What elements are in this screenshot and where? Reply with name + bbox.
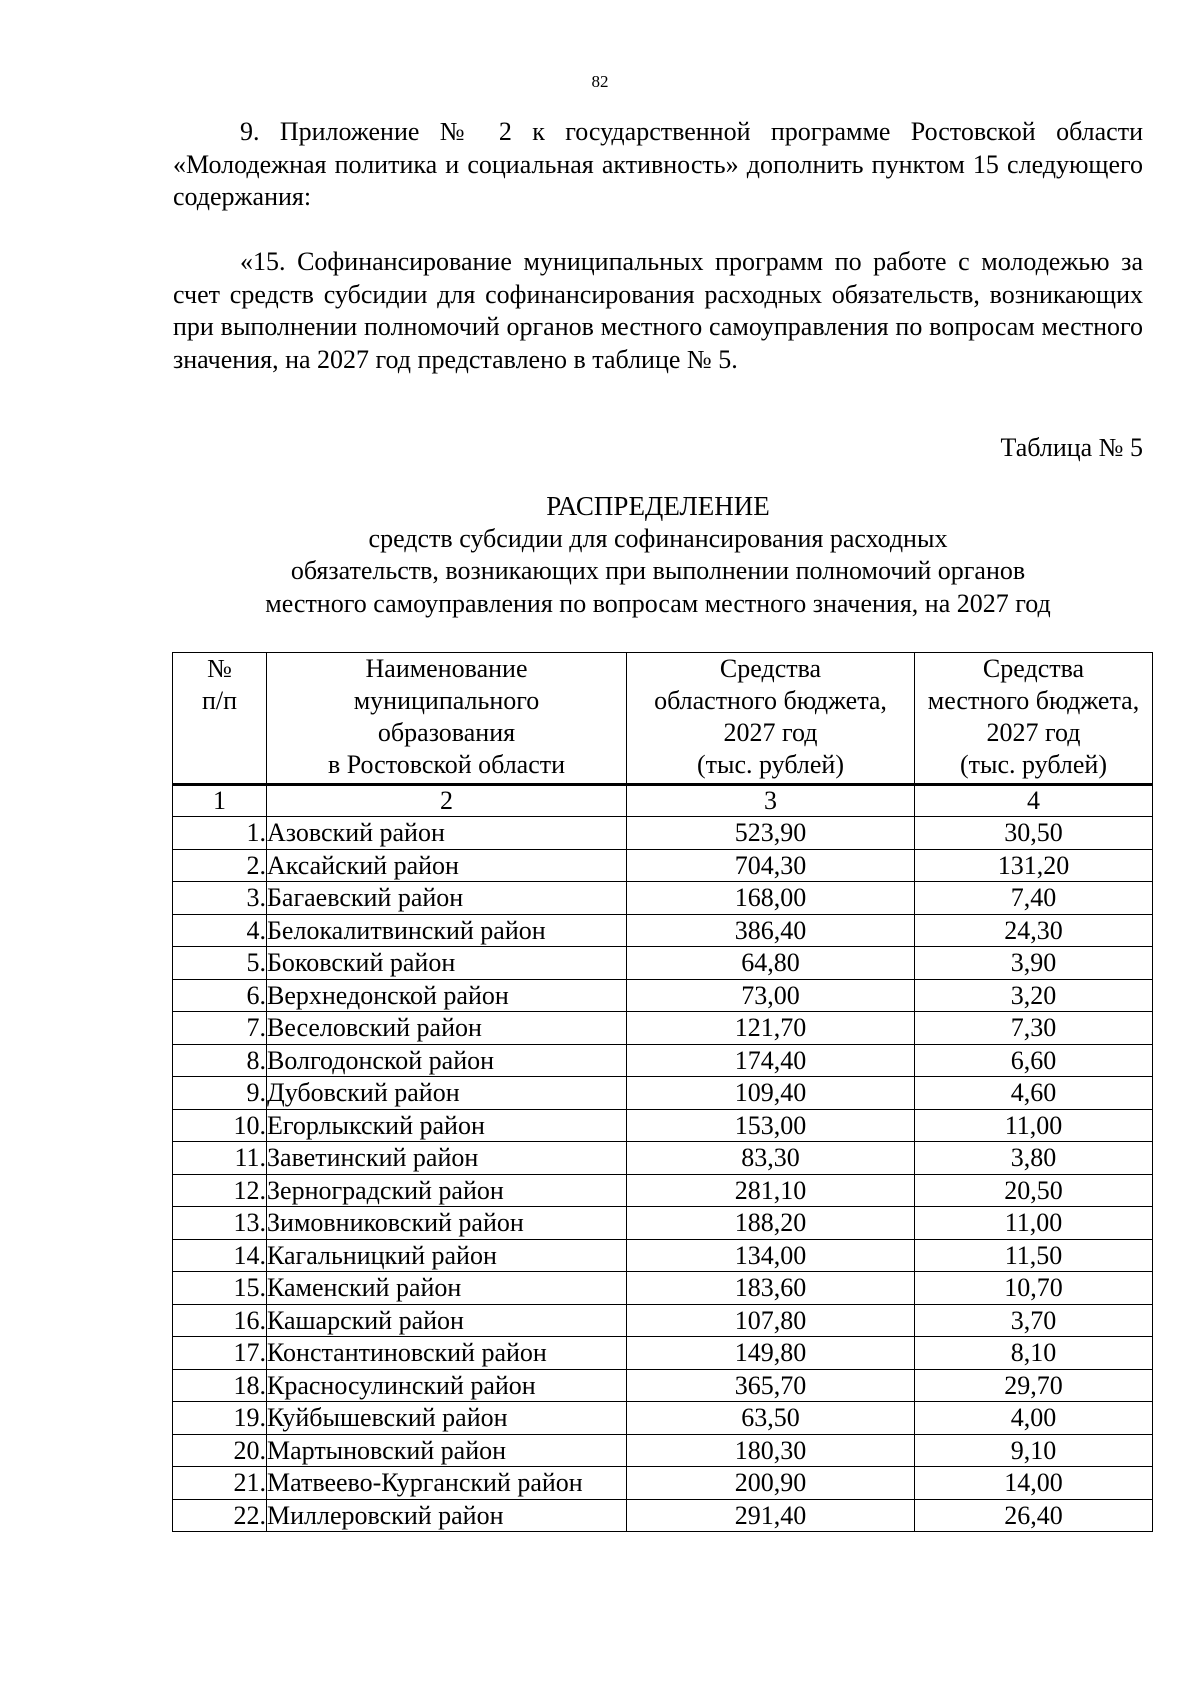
header-regional-budget <box>627 653 915 785</box>
local-budget-value: 11,00 <box>915 1207 1153 1240</box>
header-line: 2027 год <box>986 718 1081 747</box>
local-budget-value: 9,10 <box>915 1434 1153 1467</box>
local-budget-value: 4,00 <box>915 1402 1153 1435</box>
title-heading: РАСПРЕДЕЛЕНИЕ <box>546 491 770 521</box>
regional-budget-value: 109,40 <box>627 1077 915 1110</box>
row-number: 1. <box>173 817 267 850</box>
regional-budget-value: 180,30 <box>627 1434 915 1467</box>
municipality-name: Кагальницкий район <box>267 1239 627 1272</box>
table-row <box>173 1369 1153 1402</box>
local-budget-value: 3,90 <box>915 947 1153 980</box>
table-row <box>173 849 1153 882</box>
page-number: 82 <box>591 72 609 91</box>
regional-budget-value: 63,50 <box>627 1402 915 1435</box>
municipality-name: Азовский район <box>267 817 627 850</box>
title-line-1: средств субсидии для софинансирования расходных <box>368 523 948 553</box>
regional-budget-value: 704,30 <box>627 849 915 882</box>
row-number: 21. <box>173 1467 267 1500</box>
table-row <box>173 979 1153 1012</box>
table-row <box>173 1044 1153 1077</box>
municipality-name: Аксайский район <box>267 849 627 882</box>
table-row <box>173 1402 1153 1435</box>
regional-budget-value: 168,00 <box>627 882 915 915</box>
municipality-name: Веселовский район <box>267 1012 627 1045</box>
regional-budget-value: 386,40 <box>627 914 915 947</box>
local-budget-value: 131,20 <box>915 849 1153 882</box>
local-budget-value: 8,10 <box>915 1337 1153 1370</box>
municipality-name: Заветинский район <box>267 1142 627 1175</box>
table-row <box>173 1012 1153 1045</box>
header-line: в Ростовской области <box>327 750 566 779</box>
local-budget-value: 30,50 <box>915 817 1153 850</box>
table-title <box>173 490 1143 620</box>
table-row <box>173 1174 1153 1207</box>
local-budget-value: 11,50 <box>915 1239 1153 1272</box>
regional-budget-value: 200,90 <box>627 1467 915 1500</box>
regional-budget-value: 107,80 <box>627 1304 915 1337</box>
title-line-3: местного самоуправления по вопросам местного значения, на 2027 год <box>265 588 1051 618</box>
municipality-name: Миллеровский район <box>267 1499 627 1532</box>
regional-budget-value: 291,40 <box>627 1499 915 1532</box>
header-line: образования <box>377 718 516 747</box>
row-number: 18. <box>173 1369 267 1402</box>
local-budget-value: 26,40 <box>915 1499 1153 1532</box>
row-number: 15. <box>173 1272 267 1305</box>
regional-budget-value: 174,40 <box>627 1044 915 1077</box>
regional-budget-value: 183,60 <box>627 1272 915 1305</box>
local-budget-value: 3,80 <box>915 1142 1153 1175</box>
row-number: 6. <box>173 979 267 1012</box>
municipality-name: Куйбышевский район <box>267 1402 627 1435</box>
municipality-name: Багаевский район <box>267 882 627 915</box>
row-number: 4. <box>173 914 267 947</box>
row-number: 12. <box>173 1174 267 1207</box>
header-line: Средства <box>719 654 822 683</box>
header-local-budget <box>915 653 1153 785</box>
regional-budget-value: 121,70 <box>627 1012 915 1045</box>
municipality-name: Матвеево-Курганский район <box>267 1467 627 1500</box>
header-line: областного бюджета, <box>654 686 887 715</box>
row-number: 7. <box>173 1012 267 1045</box>
municipality-name: Боковский район <box>267 947 627 980</box>
table-row <box>173 1239 1153 1272</box>
header-row <box>173 653 1153 785</box>
column-number: 1 <box>173 785 267 817</box>
table-row <box>173 1207 1153 1240</box>
local-budget-value: 29,70 <box>915 1369 1153 1402</box>
header-line: местного бюджета, <box>927 686 1140 715</box>
row-number: 20. <box>173 1434 267 1467</box>
table-caption: Таблица № 5 <box>1000 433 1143 462</box>
table-row <box>173 882 1153 915</box>
local-budget-value: 11,00 <box>915 1109 1153 1142</box>
header-line: № <box>207 654 232 683</box>
municipality-name: Красносулинский район <box>267 1369 627 1402</box>
table-row <box>173 1109 1153 1142</box>
local-budget-value: 14,00 <box>915 1467 1153 1500</box>
row-number: 2. <box>173 849 267 882</box>
table-body <box>173 817 1153 1532</box>
municipality-name: Дубовский район <box>267 1077 627 1110</box>
column-number: 3 <box>627 785 915 817</box>
municipality-name: Белокалитвинский район <box>267 914 627 947</box>
municipality-name: Волгодонской район <box>267 1044 627 1077</box>
header-line: п/п <box>201 686 238 715</box>
regional-budget-value: 188,20 <box>627 1207 915 1240</box>
municipality-name: Константиновский район <box>267 1337 627 1370</box>
row-number: 11. <box>173 1142 267 1175</box>
column-number: 4 <box>915 785 1153 817</box>
regional-budget-value: 153,00 <box>627 1109 915 1142</box>
table-row <box>173 947 1153 980</box>
header-line: Наименование <box>365 654 528 683</box>
header-line: Средства <box>982 654 1085 683</box>
table-row <box>173 914 1153 947</box>
municipality-name: Кашарский район <box>267 1304 627 1337</box>
municipality-name: Мартыновский район <box>267 1434 627 1467</box>
row-number: 5. <box>173 947 267 980</box>
table-row <box>173 817 1153 850</box>
row-number: 14. <box>173 1239 267 1272</box>
row-number: 8. <box>173 1044 267 1077</box>
header-municipality <box>267 653 627 785</box>
header-line: 2027 год <box>723 718 818 747</box>
table-row <box>173 1434 1153 1467</box>
table-row <box>173 1467 1153 1500</box>
municipality-name: Егорлыкский район <box>267 1109 627 1142</box>
local-budget-value: 6,60 <box>915 1044 1153 1077</box>
local-budget-value: 24,30 <box>915 914 1153 947</box>
row-number: 22. <box>173 1499 267 1532</box>
header-number <box>173 653 267 785</box>
row-number: 17. <box>173 1337 267 1370</box>
header-line: (тыс. рублей) <box>696 750 844 779</box>
table-row <box>173 1304 1153 1337</box>
distribution-table <box>172 652 1153 1532</box>
paragraph-item-15: «15. Софинансирование муниципальных программ по работе с молодежью за счет средств субсидии для софинансирования расходных обязательств, возникающих при выполнении полномочий органов местного самоуправления по вопросам местного значения, на 2027 год представлено в таблице № 5. <box>173 247 1143 374</box>
row-number: 13. <box>173 1207 267 1240</box>
regional-budget-value: 134,00 <box>627 1239 915 1272</box>
row-number: 9. <box>173 1077 267 1110</box>
municipality-name: Зимовниковский район <box>267 1207 627 1240</box>
regional-budget-value: 64,80 <box>627 947 915 980</box>
municipality-name: Верхнедонской район <box>267 979 627 1012</box>
table-row <box>173 1499 1153 1532</box>
local-budget-value: 3,20 <box>915 979 1153 1012</box>
row-number: 19. <box>173 1402 267 1435</box>
column-number-row <box>173 785 1153 817</box>
header-line: (тыс. рублей) <box>959 750 1107 779</box>
header-line: муниципального <box>353 686 540 715</box>
column-number: 2 <box>267 785 627 817</box>
table-row <box>173 1077 1153 1110</box>
local-budget-value: 3,70 <box>915 1304 1153 1337</box>
paragraph-amendment: 9. Приложение № 2 к государственной программе Ростовской области «Молодежная политика и социальная активность» дополнить пунктом 15 следующего содержания: <box>173 117 1143 211</box>
municipality-name: Зерноградский район <box>267 1174 627 1207</box>
regional-budget-value: 83,30 <box>627 1142 915 1175</box>
local-budget-value: 7,30 <box>915 1012 1153 1045</box>
local-budget-value: 20,50 <box>915 1174 1153 1207</box>
table-row <box>173 1272 1153 1305</box>
local-budget-value: 7,40 <box>915 882 1153 915</box>
local-budget-value: 4,60 <box>915 1077 1153 1110</box>
row-number: 3. <box>173 882 267 915</box>
regional-budget-value: 73,00 <box>627 979 915 1012</box>
regional-budget-value: 365,70 <box>627 1369 915 1402</box>
regional-budget-value: 149,80 <box>627 1337 915 1370</box>
table-row <box>173 1337 1153 1370</box>
row-number: 10. <box>173 1109 267 1142</box>
regional-budget-value: 281,10 <box>627 1174 915 1207</box>
title-line-2: обязательств, возникающих при выполнении полномочий органов <box>290 556 1026 585</box>
municipality-name: Каменский район <box>267 1272 627 1305</box>
table-row <box>173 1142 1153 1175</box>
regional-budget-value: 523,90 <box>627 817 915 850</box>
row-number: 16. <box>173 1304 267 1337</box>
local-budget-value: 10,70 <box>915 1272 1153 1305</box>
